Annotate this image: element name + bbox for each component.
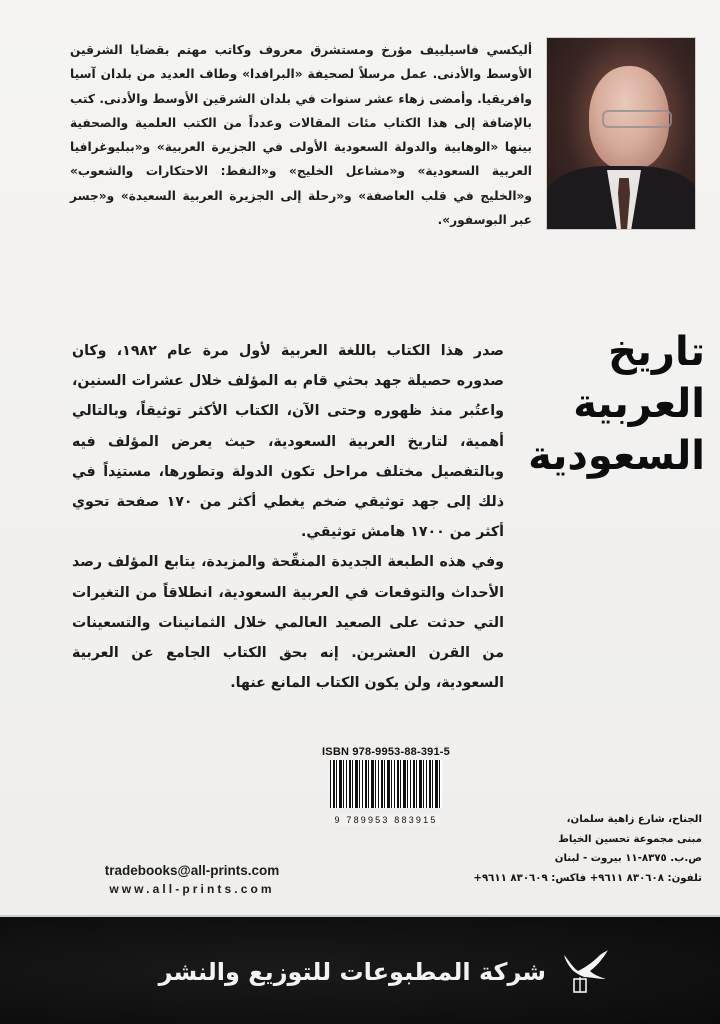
isbn-label: ISBN 978-9953-88-391-5 [322,746,450,758]
book-title [528,326,705,482]
title-line-3: السعودية [528,433,705,479]
title-line-2: العربية [573,381,705,427]
description-paragraph: صدر هذا الكتاب باللغة العربية لأول مرة عام ١٩٨٢، وكان صدوره حصيلة جهد بحثي قام به المؤلف خلال عشرات السنين، واعتُبر منذ ظهوره وحتى الآن، الكتاب الأكثر توثيقاً، وبالتالي أهمية، لتاريخ العربية السعودية، حيث يعرض المؤلف فيه وبالتفصيل مختلف مراحل تكون الدولة وتطورها، مستنِداً في ذلك إلى جهد توثيقي ضخم يغطي أكثر من ١٧٠ صفحة تحوي أكثر من ١٧٠٠ هامش توثيقي. [72,343,504,541]
title-line-1: تاريخ [608,329,705,375]
barcode-icon [330,760,442,808]
email-link[interactable]: tradebooks@all-prints.com [104,863,280,878]
address-line: مبنى مجموعة تحسين الخياط [558,833,702,845]
publisher-brand [158,947,610,997]
book-description [72,336,504,698]
publisher-contact [82,862,302,898]
address-line: ص.ب. ٨٣٧٥-١١ بيروت - لبنان [554,853,702,864]
author-photo [546,37,696,230]
publisher-name: شركة المطبوعات للتوزيع والنشر [158,958,546,986]
bird-on-book-icon [560,947,610,997]
portrait-glasses [602,110,672,128]
publisher-footer-band [0,915,720,1024]
author-name: أليكسي فاسيلييف [419,43,533,57]
author-bio [70,38,532,232]
isbn-block [318,746,454,827]
barcode-digits: 9 789953 883915 [334,815,438,825]
publisher-address [466,810,702,888]
description-paragraph: وفي هذه الطبعة الجديدة المنقّحة والمزيدة، يتابع المؤلف رصد الأحداث والتوقعات في العربية السعودية، انطلاقاً من التغيرات التي حدثت على الصعيد العالمي خلال الثمانينات والتسعينات من القرن العشرين. إنه بحق الكتاب الجامع عن العربية السعودية، ولن يكون الكتاب المانع عنها. [72,554,504,692]
address-line: تلفون: ٨٣٠٦٠٨ ٩٦١١+ فاكس: ٨٣٠٦٠٩ ٩٦١١+ [473,872,702,884]
author-bio-text: مؤرخ ومستشرق معروف وكاتب مهتم بقضايا الشرقين الأوسط والأدنى. عمل مرسلاً لصحيفة «البرافدا» وطاف العديد من بلدان آسيا وافريقيا. وأمضى زهاء عشر سنوات في بلدان الشرقين الأوسط والأدنى. كتب بالإضافة إلى هذا الكتاب مئات المقالات وعدداً من الكتب العلمية والصحفية بينها «الوهابية والدولة السعودية الأولى في الجزيرة العربية» و«ببليوغرافيا العربية السعودية» و«مشاعل الخليج» و«النفط: الاحتكارات والشعوب» و«الخليج في قلب العاصفة» و«رحلة إلى الجزيرة العربية السعيدة» و«جسر عبر البوسفور». [70,43,532,228]
address-line: الجناح، شارع زاهية سلمان، [566,814,702,825]
website-link[interactable]: www.all-prints.com [109,882,275,896]
